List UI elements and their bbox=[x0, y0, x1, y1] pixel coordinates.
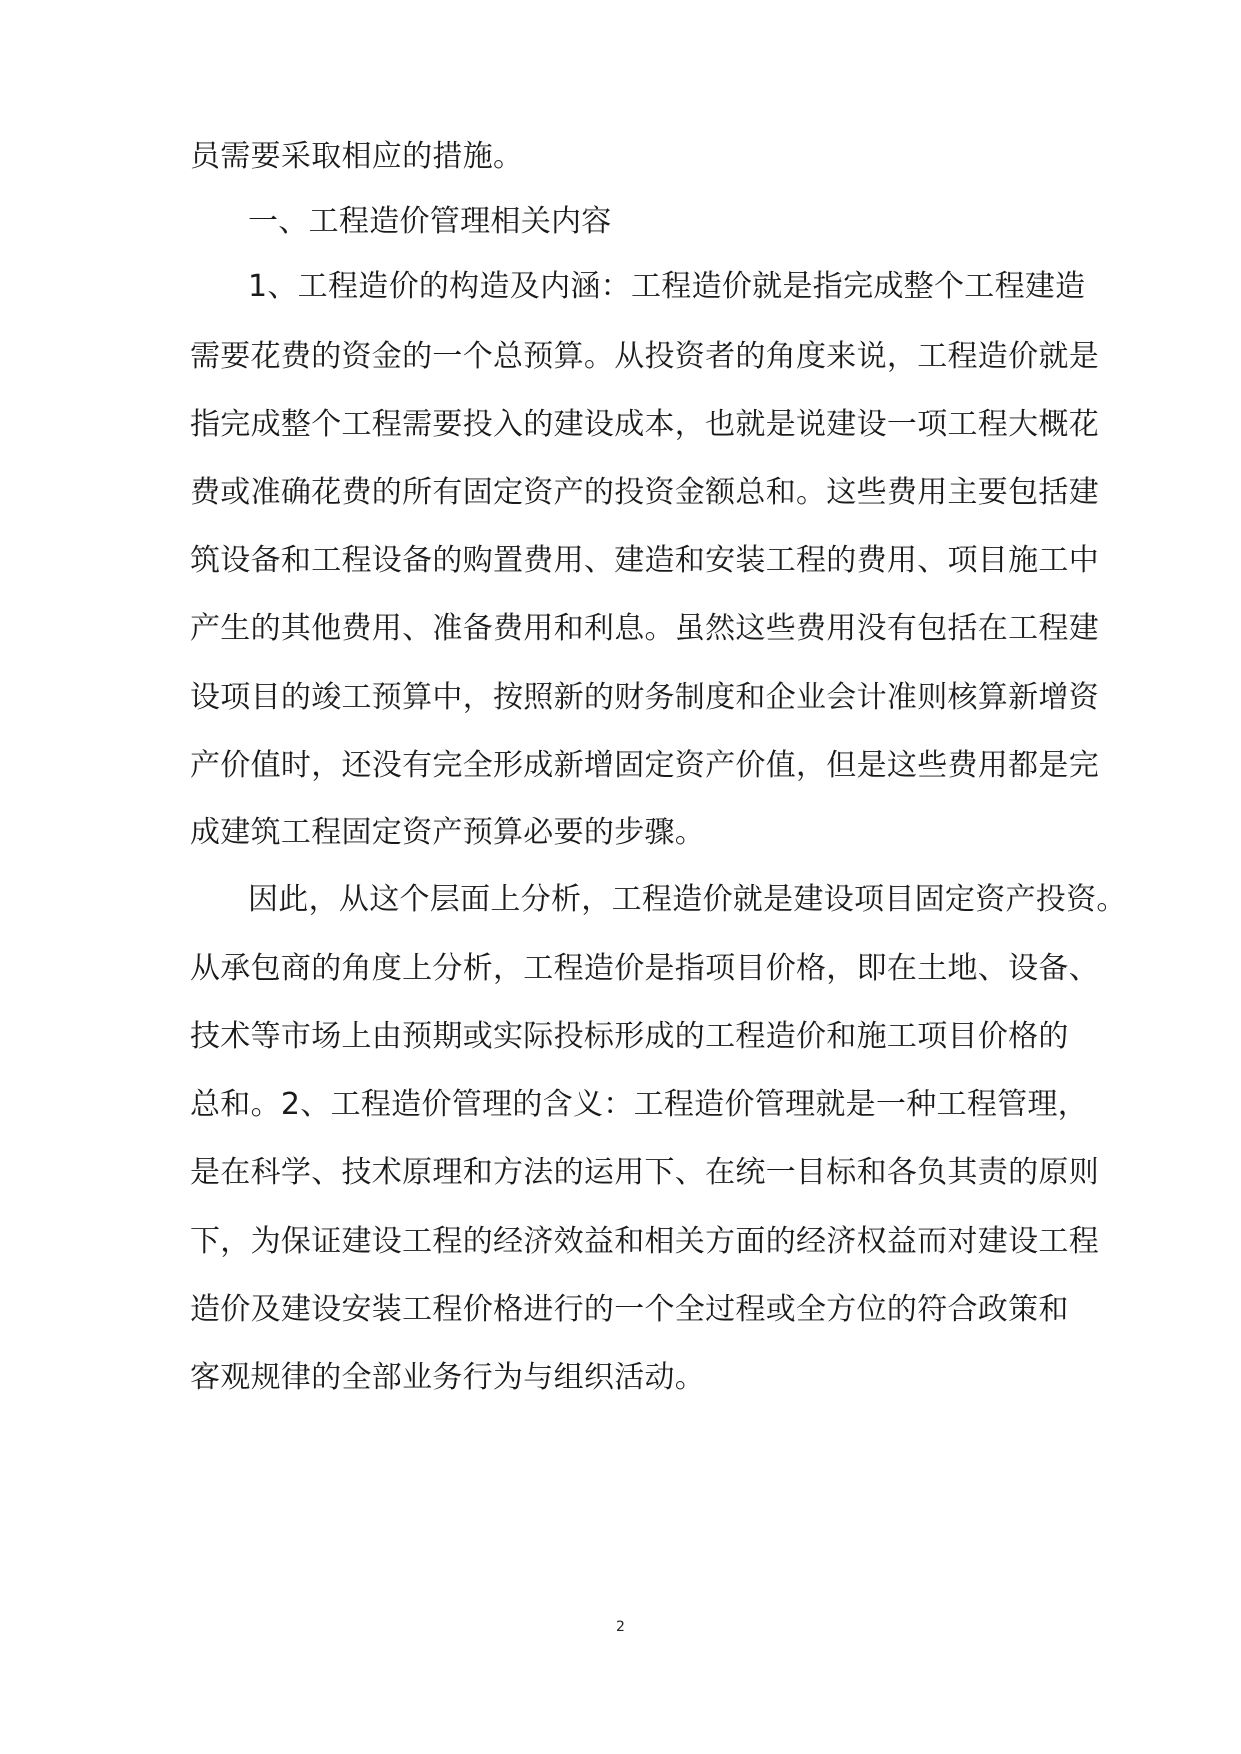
text-line: 成建筑工程固定资产预算必要的步骤。 bbox=[190, 815, 706, 850]
text-line: 1、工程造价的构造及内涵：工程造价就是指完成整个工程建造 bbox=[248, 269, 1086, 304]
section-heading: 一、工程造价管理相关内容 bbox=[248, 204, 612, 239]
text-line: 从承包商的角度上分析，工程造价是指项目价格，即在土地、设备、 bbox=[190, 951, 1099, 986]
text-line: 筑设备和工程设备的购置费用、建造和安装工程的费用、项目施工中 bbox=[190, 543, 1099, 578]
text-line: 指完成整个工程需要投入的建设成本，也就是说建设一项工程大概花 bbox=[190, 407, 1099, 442]
text-line: 员需要采取相应的措施。 bbox=[190, 139, 524, 174]
text-line: 费或准确花费的所有固定资产的投资金额总和。这些费用主要包括建 bbox=[190, 475, 1099, 510]
text-line: 设项目的竣工预算中，按照新的财务制度和企业会计准则核算新增资 bbox=[190, 680, 1099, 715]
page-number: 2 bbox=[616, 1619, 625, 1635]
text-line: 技术等市场上由预期或实际投标形成的工程造价和施工项目价格的 bbox=[190, 1019, 1069, 1054]
text-line: 产价值时，还没有完全形成新增固定资产价值，但是这些费用都是完 bbox=[190, 748, 1099, 783]
text-line: 客观规律的全部业务行为与组织活动。 bbox=[190, 1360, 706, 1395]
text-line: 因此，从这个层面上分析，工程造价就是建设项目固定资产投资。 bbox=[248, 882, 1127, 917]
text-line: 是在科学、技术原理和方法的运用下、在统一目标和各负其责的原则 bbox=[190, 1155, 1099, 1190]
text-line: 造价及建设安装工程价格进行的一个全过程或全方位的符合政策和 bbox=[190, 1292, 1069, 1327]
text-line: 需要花费的资金的一个总预算。从投资者的角度来说，工程造价就是 bbox=[190, 339, 1099, 374]
text-line: 总和。2、工程造价管理的含义：工程造价管理就是一种工程管理， bbox=[190, 1087, 1089, 1122]
text-line: 下，为保证建设工程的经济效益和相关方面的经济权益而对建设工程 bbox=[190, 1224, 1099, 1259]
text-line: 产生的其他费用、准备费用和利息。虽然这些费用没有包括在工程建 bbox=[190, 611, 1099, 646]
